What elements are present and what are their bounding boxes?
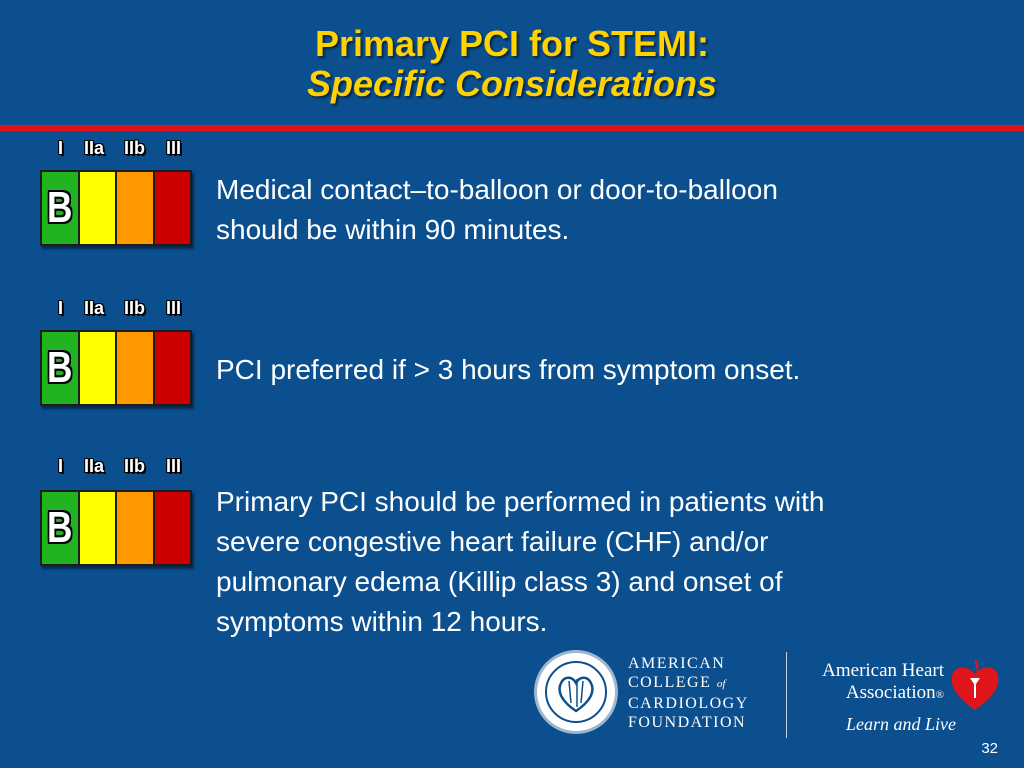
- slide-title: [0, 24, 1024, 104]
- class-iib-segment: [117, 332, 155, 404]
- aha-line-2: [804, 682, 944, 706]
- class-labels: [52, 298, 212, 320]
- class-iii-segment: [155, 172, 191, 244]
- text-line: Primary PCI should be performed in patients with: [216, 486, 825, 517]
- class-label-iii: III: [166, 298, 182, 318]
- acc-line-2: [628, 673, 749, 694]
- logo-divider: [786, 652, 787, 738]
- class-i-segment: [42, 332, 80, 404]
- class-label-iii: III: [166, 138, 182, 158]
- class-label-iib: IIb: [124, 138, 145, 158]
- footer-logos: [528, 646, 1024, 746]
- class-color-bar: [40, 490, 192, 566]
- acc-college: COLLEGE: [628, 674, 712, 691]
- recommendation-text: [216, 482, 976, 642]
- class-color-bar: [40, 170, 192, 246]
- class-labels: [52, 138, 212, 160]
- class-label-iii: III: [166, 456, 182, 476]
- heart-torch-icon: [948, 654, 1002, 714]
- acc-logo-text: [628, 654, 749, 732]
- aha-logo-text: [804, 660, 944, 706]
- text-line: should be within 90 minutes.: [216, 214, 570, 245]
- class-labels: [52, 456, 212, 478]
- title-line-1: Primary PCI for STEMI:: [314, 23, 710, 64]
- class-iia-segment: [80, 492, 118, 564]
- acc-heart-icon: [547, 663, 605, 721]
- class-iia-segment: [80, 332, 118, 404]
- page-number: 32: [981, 740, 998, 757]
- recommendation-text: [216, 170, 976, 250]
- acc-line-4: FOUNDATION: [628, 714, 747, 731]
- text-line: severe congestive heart failure (CHF) and/or: [216, 526, 769, 557]
- class-label-iia: IIa: [84, 298, 105, 318]
- class-i-segment: [42, 172, 80, 244]
- class-label-i: I: [58, 298, 64, 318]
- level-of-evidence: B: [47, 183, 73, 232]
- text-line: symptoms within 12 hours.: [216, 606, 548, 637]
- acc-seal-inner: [545, 661, 607, 723]
- class-label-iib: IIb: [124, 298, 145, 318]
- class-label-iib: IIb: [124, 456, 145, 476]
- recommendation-text: [216, 350, 976, 390]
- class-label-i: I: [58, 138, 64, 158]
- class-label-iia: IIa: [84, 138, 105, 158]
- class-iia-segment: [80, 172, 118, 244]
- class-iii-segment: [155, 332, 191, 404]
- title-line-2: Specific Considerations: [306, 63, 718, 104]
- level-of-evidence: B: [47, 503, 73, 552]
- level-of-evidence: B: [47, 343, 73, 392]
- text-line: PCI preferred if > 3 hours from symptom onset.: [216, 354, 801, 385]
- class-label-iia: IIa: [84, 456, 105, 476]
- aha-registered: ®: [935, 689, 944, 701]
- aha-association: Association: [845, 682, 936, 703]
- class-label-i: I: [58, 456, 64, 476]
- class-i-segment: [42, 492, 80, 564]
- acc-line-3: CARDIOLOGY: [628, 695, 749, 712]
- title-divider: [0, 125, 1024, 131]
- class-iii-segment: [155, 492, 191, 564]
- text-line: pulmonary edema (Killip class 3) and onset of: [216, 566, 783, 597]
- aha-line-1: American Heart: [822, 660, 944, 681]
- class-iib-segment: [117, 172, 155, 244]
- acc-seal-icon: [534, 650, 618, 734]
- acc-line-1: AMERICAN: [628, 655, 726, 672]
- acc-of: of: [716, 678, 726, 690]
- aha-tagline: Learn and Live: [846, 714, 956, 734]
- class-iib-segment: [117, 492, 155, 564]
- class-color-bar: [40, 330, 192, 406]
- text-line: Medical contact–to-balloon or door-to-balloon: [216, 174, 778, 205]
